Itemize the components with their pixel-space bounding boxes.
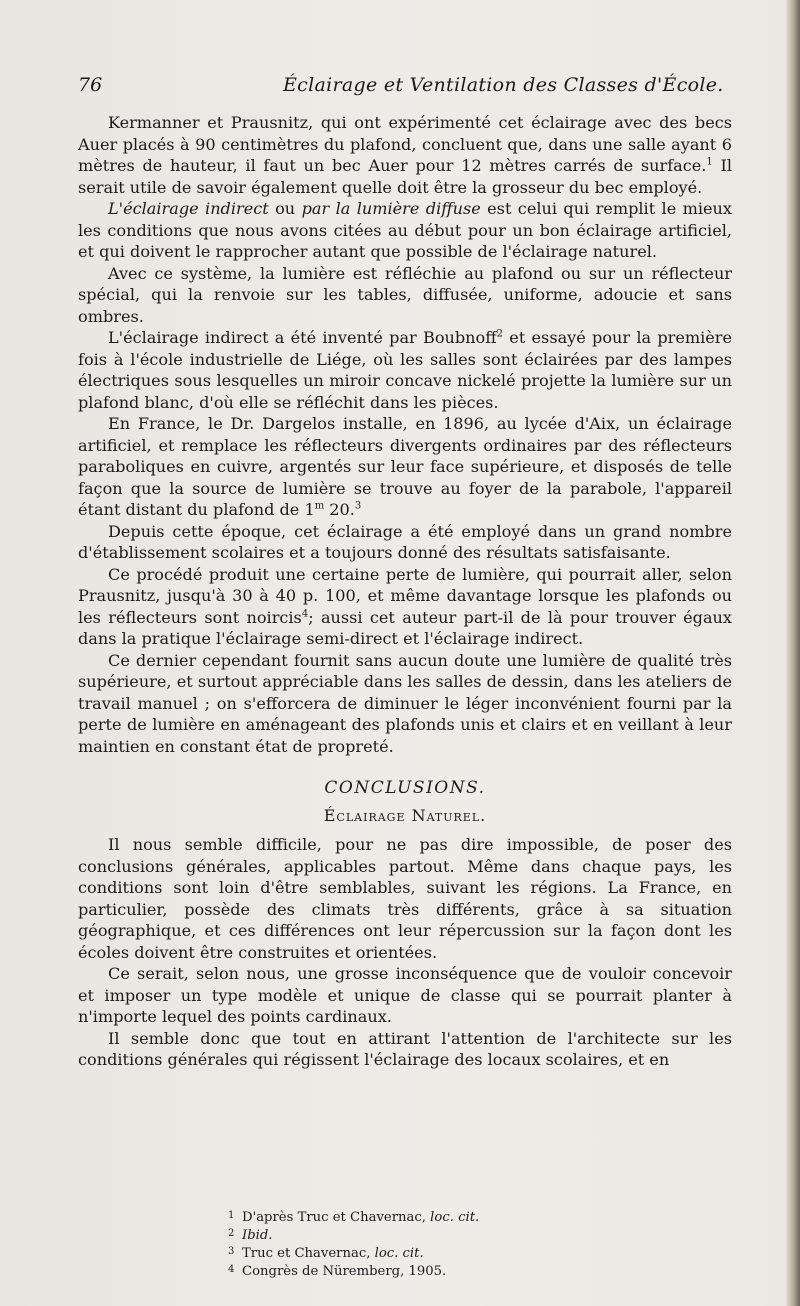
footnote: 3 Truc et Chavernac, loc. cit.: [228, 1246, 424, 1261]
paragraph: Kermanner et Prausnitz, qui ont expérimenté cet éclairage avec des becs Auer placés à 90 centimètres du plafond, concluent que, dans une salle ayant 6 mètres de hauteur, il faut un bec Auer pour 12 mètres carrés de surface.$^1$ Il serait utile de savoir également quelle doit être la grosseur du bec employé.: [78, 113, 732, 197]
paragraph: L'éclairage indirect a été inventé par Boubnoff$^2$ et essayé pour la première fois à l'école industrielle de Liége, où les salles sont éclairées par des lampes électriques sous lesquelles un miroir concave nickelé projette la lumière sur un plafond blanc, d'où elle se réfléchit dans les pièces.: [78, 328, 732, 412]
page-number: 76: [78, 74, 103, 96]
body-text: [78, 112, 732, 1071]
footnote-ref: 3: [354, 500, 362, 512]
book-spine-edge: [786, 0, 800, 1306]
page-header: [78, 58, 728, 98]
conclusions-heading: CONCLUSIONS.: [324, 778, 486, 798]
section-heading: Éclairage Naturel.: [323, 805, 487, 825]
footnote: 4 Congrès de Nüremberg, 1905.: [228, 1264, 447, 1279]
footnote-ref: 4: [301, 608, 309, 620]
running-title: Éclairage et Ventilation des Classes d'École.: [283, 74, 724, 96]
footnote: 2 Ibid.: [228, 1228, 273, 1243]
unit-superscript: m: [314, 500, 325, 512]
footnote-ref: 2: [496, 328, 504, 340]
footnotes: [228, 1208, 479, 1280]
paragraph: En France, le Dr. Dargelos installe, en 1896, au lycée d'Aix, un éclairage artificiel, et remplace les réflecteurs divergents ordinaires par des réflecteurs paraboliques en cuivre, argentés sur leur face supérieure, et disposés de telle façon que la source de lumière se trouve au foyer de la parabole, l'appareil étant distant du plafond de 1$^m$ 20.$^3$: [78, 414, 732, 519]
paragraph: Il semble donc que tout en attirant l'attention de l'architecte sur les conditions générales qui régissent l'éclairage des locaux scolaires, et en: [78, 1028, 732, 1069]
paragraph: L'éclairage indirect ou par la lumière diffuse est celui qui remplit le mieux les conditions que nous avons citées au début pour un bon éclairage artificiel, et qui doivent le rapprocher autant que possible de l'éclairage naturel.: [78, 199, 732, 261]
paragraph: Depuis cette époque, cet éclairage a été employé dans un grand nombre d'établissement scolaires et a toujours donné des résultats satisfaisante.: [78, 521, 732, 562]
paragraph: Ce procédé produit une certaine perte de lumière, qui pourrait aller, selon Prausnitz, jusqu'à 30 à 40 p. 100, et même davantage lorsque les plafonds ou les réflecteurs sont noircis$^4$; aussi cet auteur part-il de là pour trouver égaux dans la pratique l'éclairage semi-direct et l'éclairage indirect.: [78, 564, 732, 648]
paragraph: Ce serait, selon nous, une grosse inconséquence que de vouloir concevoir et imposer un type modèle et unique de classe qui se pourrait planter à n'importe lequel des points cardinaux.: [78, 964, 732, 1026]
paragraph: Il nous semble difficile, pour ne pas dire impossible, de poser des conclusions générales, applicables partout. Même dans chaque pays, les conditions sont loin d'être semblables, suivant les régions. La France, en particulier, possède des climats très différents, grâce à sa situation géographique, et ces différences ont leur répercussion sur la façon dont les écoles doivent être construites et orientées.: [78, 835, 732, 962]
footnote-ref: 1: [706, 156, 713, 168]
paragraph: Ce dernier cependant fournit sans aucun doute une lumière de qualité très supérieure, et surtout appréciable dans les salles de dessin, dans les ateliers de travail manuel ; on s'efforcera de diminuer le léger inconvénient fourni par la perte de lumière en aménageant des plafonds unis et clairs et en veillant à leur maintien en constant état de propreté.: [78, 650, 732, 756]
footnote: 1 D'après Truc et Chavernac, loc. cit.: [228, 1210, 480, 1225]
paragraph: Avec ce système, la lumière est réfléchie au plafond ou sur un réflecteur spécial, qui la renvoie sur les tables, diffusée, uniforme, adoucie et sans ombres.: [78, 263, 732, 326]
